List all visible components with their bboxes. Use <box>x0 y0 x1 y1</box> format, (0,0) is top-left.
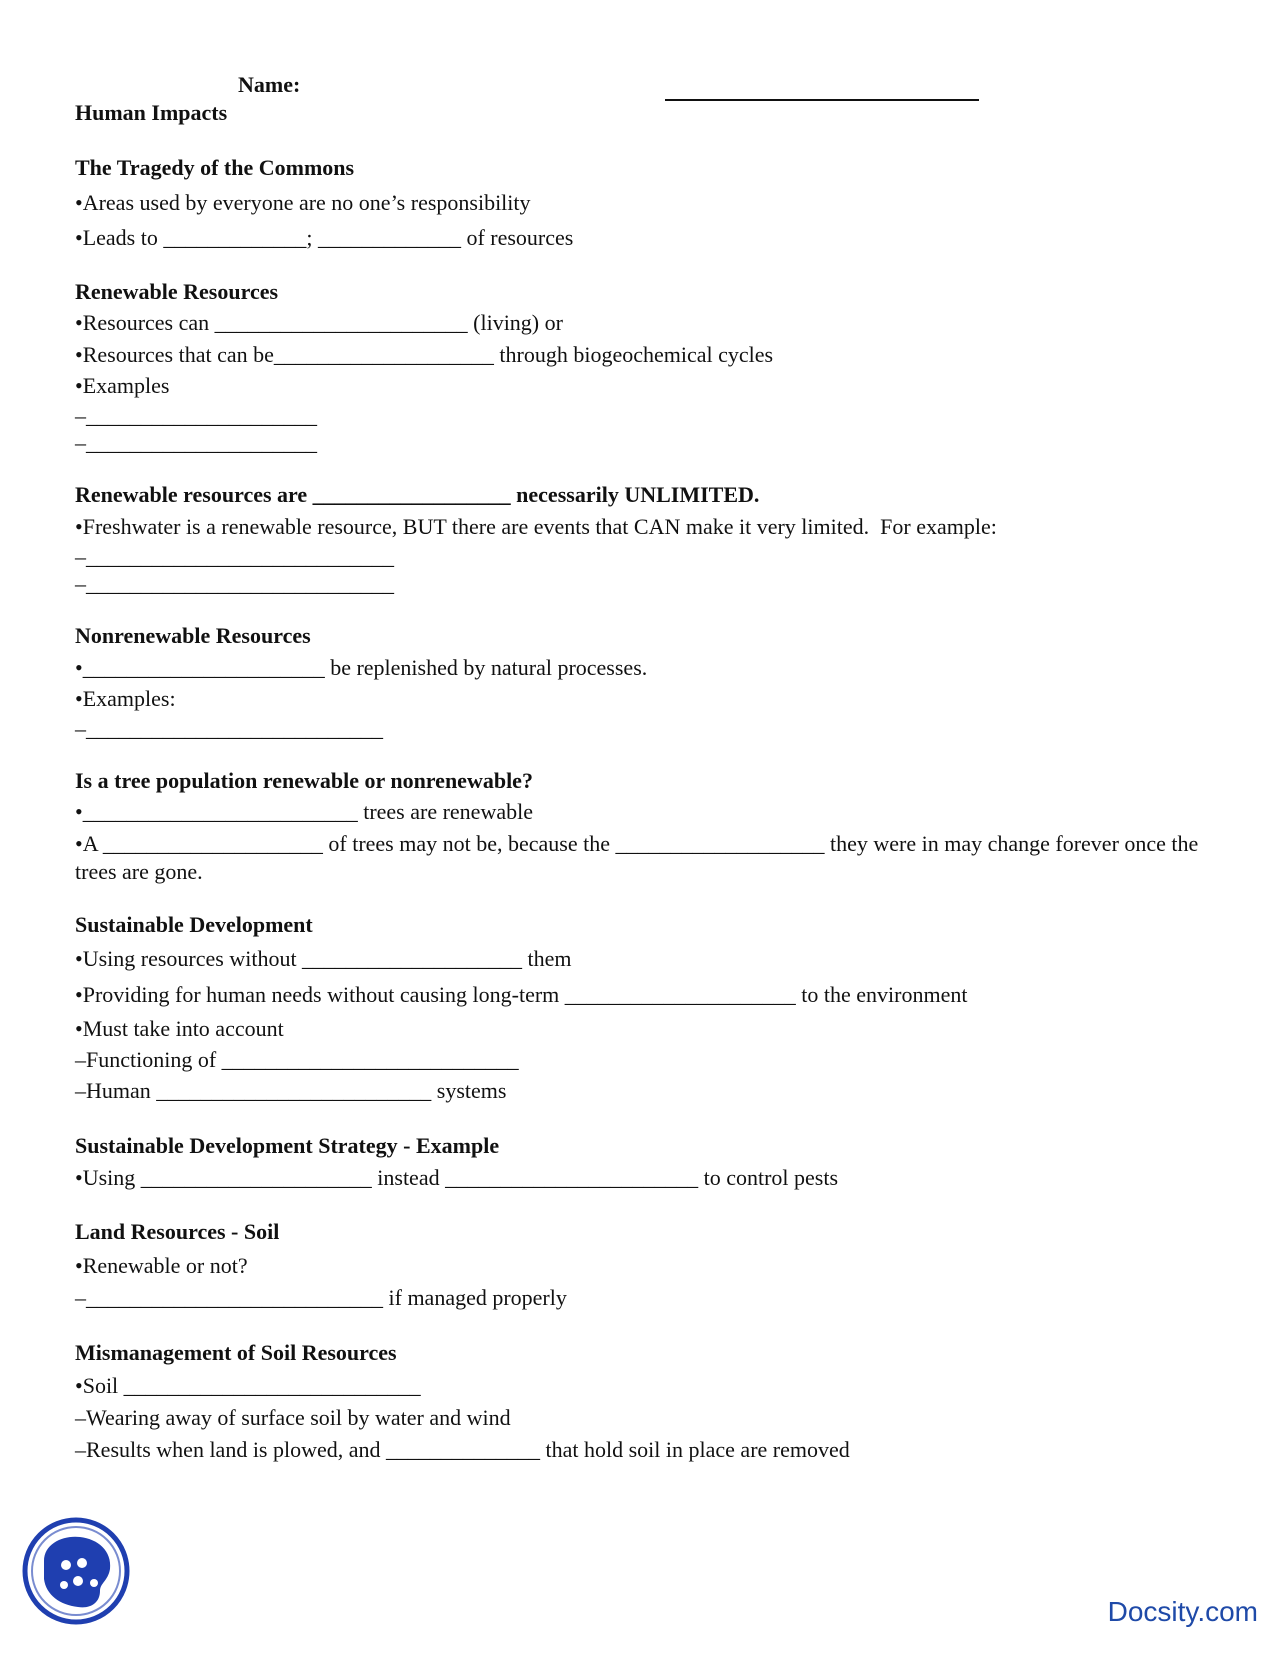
section-heading: Renewable Resources <box>75 279 279 304</box>
bullet-line: •Using _____________________ instead _______________________ to control pests <box>75 1165 839 1190</box>
bullet-line: •Freshwater is a renewable resource, BUT there are events that CAN make it very limited. For example: <box>75 514 997 539</box>
bullet-line: •Renewable or not? <box>75 1253 248 1278</box>
sub-line: –Functioning of ___________________________ <box>75 1047 519 1072</box>
bullet-line: •______________________ be replenished by natural processes. <box>75 655 648 680</box>
bullet-line: •_________________________ trees are renewable <box>75 799 533 824</box>
sub-line: –Wearing away of surface soil by water and wind <box>75 1405 511 1430</box>
bullet-line: •Examples <box>75 373 170 398</box>
sub-line: –_____________________ <box>75 430 317 455</box>
section-heading: Nonrenewable Resources <box>75 623 311 648</box>
bullet-line: •Must take into account <box>75 1016 284 1041</box>
section-heading: Sustainable Development <box>75 912 313 937</box>
name-blank-line <box>665 99 979 101</box>
sub-line: –Human _________________________ systems <box>75 1078 507 1103</box>
bullet-line: •A ____________________ of trees may not be, because the ___________________ they were in may change forever once the trees are gone. <box>75 831 1199 884</box>
page-title: Human Impacts <box>75 100 228 125</box>
name-label: Name: <box>238 72 301 97</box>
bullet-line: •Providing for human needs without causing long-term _____________________ to the environment <box>75 982 968 1007</box>
sub-line: –Results when land is plowed, and ______________ that hold soil in place are removed <box>75 1437 850 1462</box>
bullet-line: •Leads to _____________; _____________ of resources <box>75 225 574 250</box>
section-heading: Is a tree population renewable or nonrenewable? <box>75 768 533 793</box>
docsity-watermark: Docsity.com <box>1107 1596 1258 1627</box>
sub-line: –___________________________ if managed properly <box>75 1285 567 1310</box>
section-heading: Mismanagement of Soil Resources <box>75 1340 397 1365</box>
bullet-line: •Resources can _______________________ (living) or <box>75 310 563 335</box>
sub-line: –___________________________ <box>75 716 383 741</box>
section-heading: Renewable resources are __________________ necessarily UNLIMITED. <box>75 482 760 507</box>
section-heading: Land Resources - Soil <box>75 1219 280 1244</box>
bullet-line: •Using resources without ____________________ them <box>75 946 572 971</box>
section-heading: The Tragedy of the Commons <box>75 155 355 180</box>
bullet-line: •Examples: <box>75 686 176 711</box>
sub-line: –____________________________ <box>75 571 394 596</box>
bullet-line: •Resources that can be____________________ through biogeochemical cycles <box>75 342 774 367</box>
sub-line: –_____________________ <box>75 403 317 428</box>
bullet-line: •Areas used by everyone are no one’s responsibility <box>75 190 531 215</box>
section-heading: Sustainable Development Strategy - Example <box>75 1133 500 1158</box>
bullet-line: •Soil ___________________________ <box>75 1373 421 1398</box>
sub-line: –____________________________ <box>75 544 394 569</box>
docsity-logo-icon <box>20 1515 132 1627</box>
